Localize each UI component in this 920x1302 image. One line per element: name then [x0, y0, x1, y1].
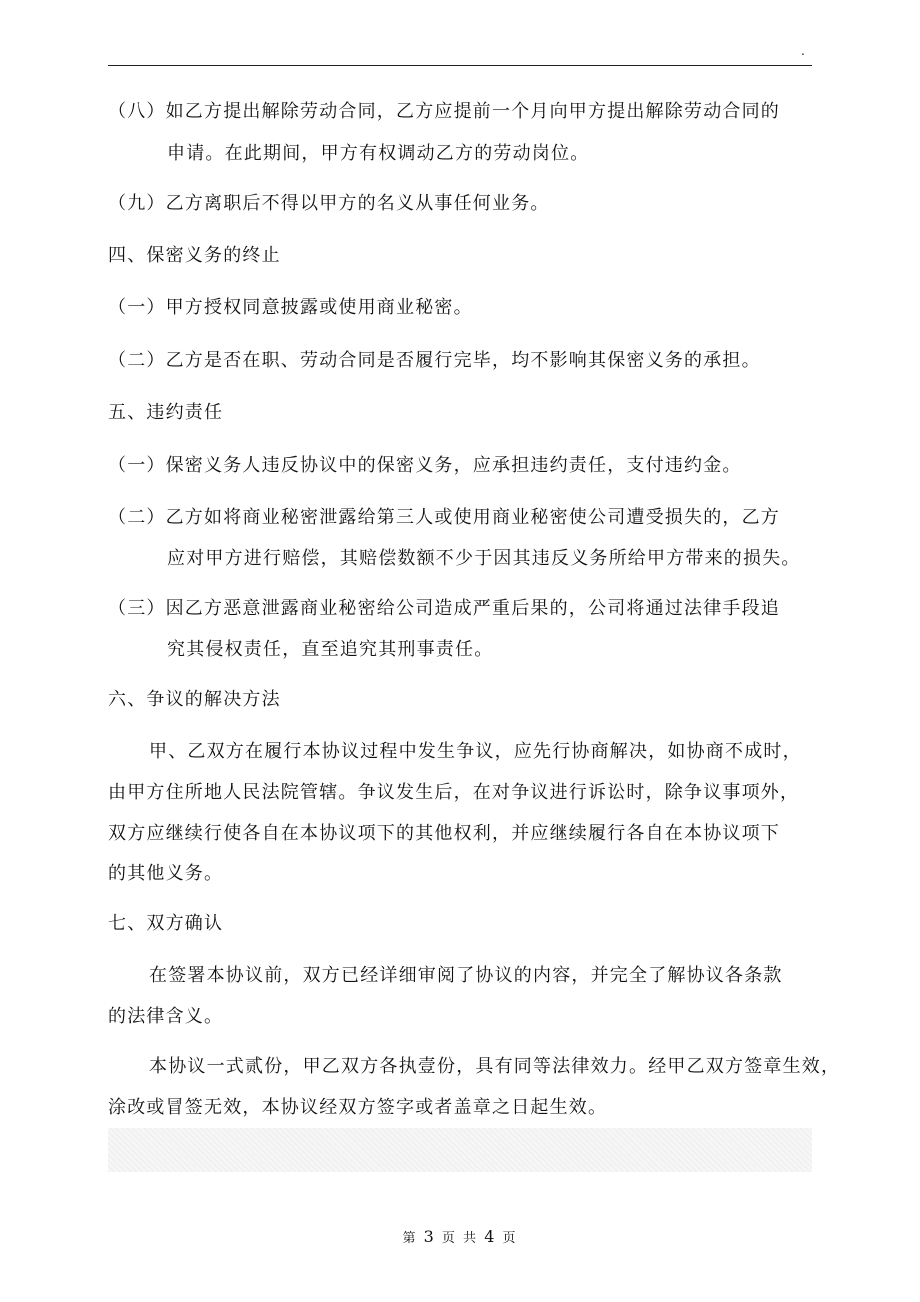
current-page-number: 3: [423, 1227, 436, 1246]
section-6-paragraph-line-2: 由甲方住所地人民法院管辖。争议发生后，在对争议进行诉讼时，除争议事项外，: [108, 782, 800, 803]
section-7-paragraph-2-line-1: 本协议一式贰份，甲乙双方各执壹份，具有同等法律效力。经甲乙双方签章生效，: [149, 1056, 841, 1077]
section-6-paragraph-line-1: 甲、乙双方在履行本协议过程中发生争议，应先行协商解决，如协商不成时，: [149, 741, 802, 762]
footer-watermark-band: [108, 1128, 812, 1172]
page-number-footer: [0, 1228, 920, 1248]
section-4-heading: 四、保密义务的终止: [108, 245, 281, 266]
section-5-item-3-line-2: 究其侵权责任，直至追究其刑事责任。: [167, 639, 494, 660]
section-5-item-2-line-2: 应对甲方进行赔偿，其赔偿数额不少于因其违反义务所给甲方带来的损失。: [167, 548, 801, 569]
section-7-heading: 七、双方确认: [108, 913, 224, 934]
section-5-item-3-line-1: （三）因乙方恶意泄露商业秘密给公司造成严重后果的，公司将通过法律手段追: [108, 598, 780, 619]
section-5-heading: 五、违约责任: [108, 402, 224, 423]
header-rule: [108, 65, 812, 66]
section-6-paragraph-line-4: 的其他义务。: [108, 863, 224, 884]
total-page-number: 4: [484, 1227, 497, 1246]
section-7-paragraph-2-line-2: 涂改或冒签无效，本协议经双方签字或者盖章之日起生效。: [108, 1097, 608, 1118]
section-4-item-2: （二）乙方是否在职、劳动合同是否履行完毕，均不影响其保密义务的承担。: [108, 350, 761, 371]
clause-8-line-2: 申请。在此期间，甲方有权调动乙方的劳动岗位。: [167, 143, 590, 164]
section-7-paragraph-1-line-1: 在签署本协议前，双方已经详细审阅了协议的内容，并完全了解协议各条款: [149, 965, 783, 986]
section-7-paragraph-1-line-2: 的法律含义。: [108, 1006, 224, 1027]
footer-prefix: 第: [402, 1231, 418, 1246]
section-6-paragraph-line-3: 双方应继续行使各自在本协议项下的其他权利，并应继续履行各自在本协议项下: [108, 823, 780, 844]
clause-9: （九）乙方离职后不得以甲方的名义从事任何业务。: [108, 193, 550, 214]
section-5-item-2-line-1: （二）乙方如将商业秘密泄露给第三人或使用商业秘密使公司遭受损失的，乙方: [108, 507, 780, 528]
header-dot: .: [801, 44, 805, 58]
section-4-item-1: （一）甲方授权同意披露或使用商业秘密。: [108, 297, 473, 318]
section-5-item-1: （一）保密义务人违反协议中的保密义务，应承担违约责任，支付违约金。: [108, 455, 742, 476]
section-6-heading: 六、争议的解决方法: [108, 689, 281, 710]
footer-suffix: 页: [502, 1231, 518, 1246]
footer-middle: 页 共: [441, 1231, 479, 1246]
clause-8-line-1: （八）如乙方提出解除劳动合同，乙方应提前一个月向甲方提出解除劳动合同的: [108, 101, 780, 122]
